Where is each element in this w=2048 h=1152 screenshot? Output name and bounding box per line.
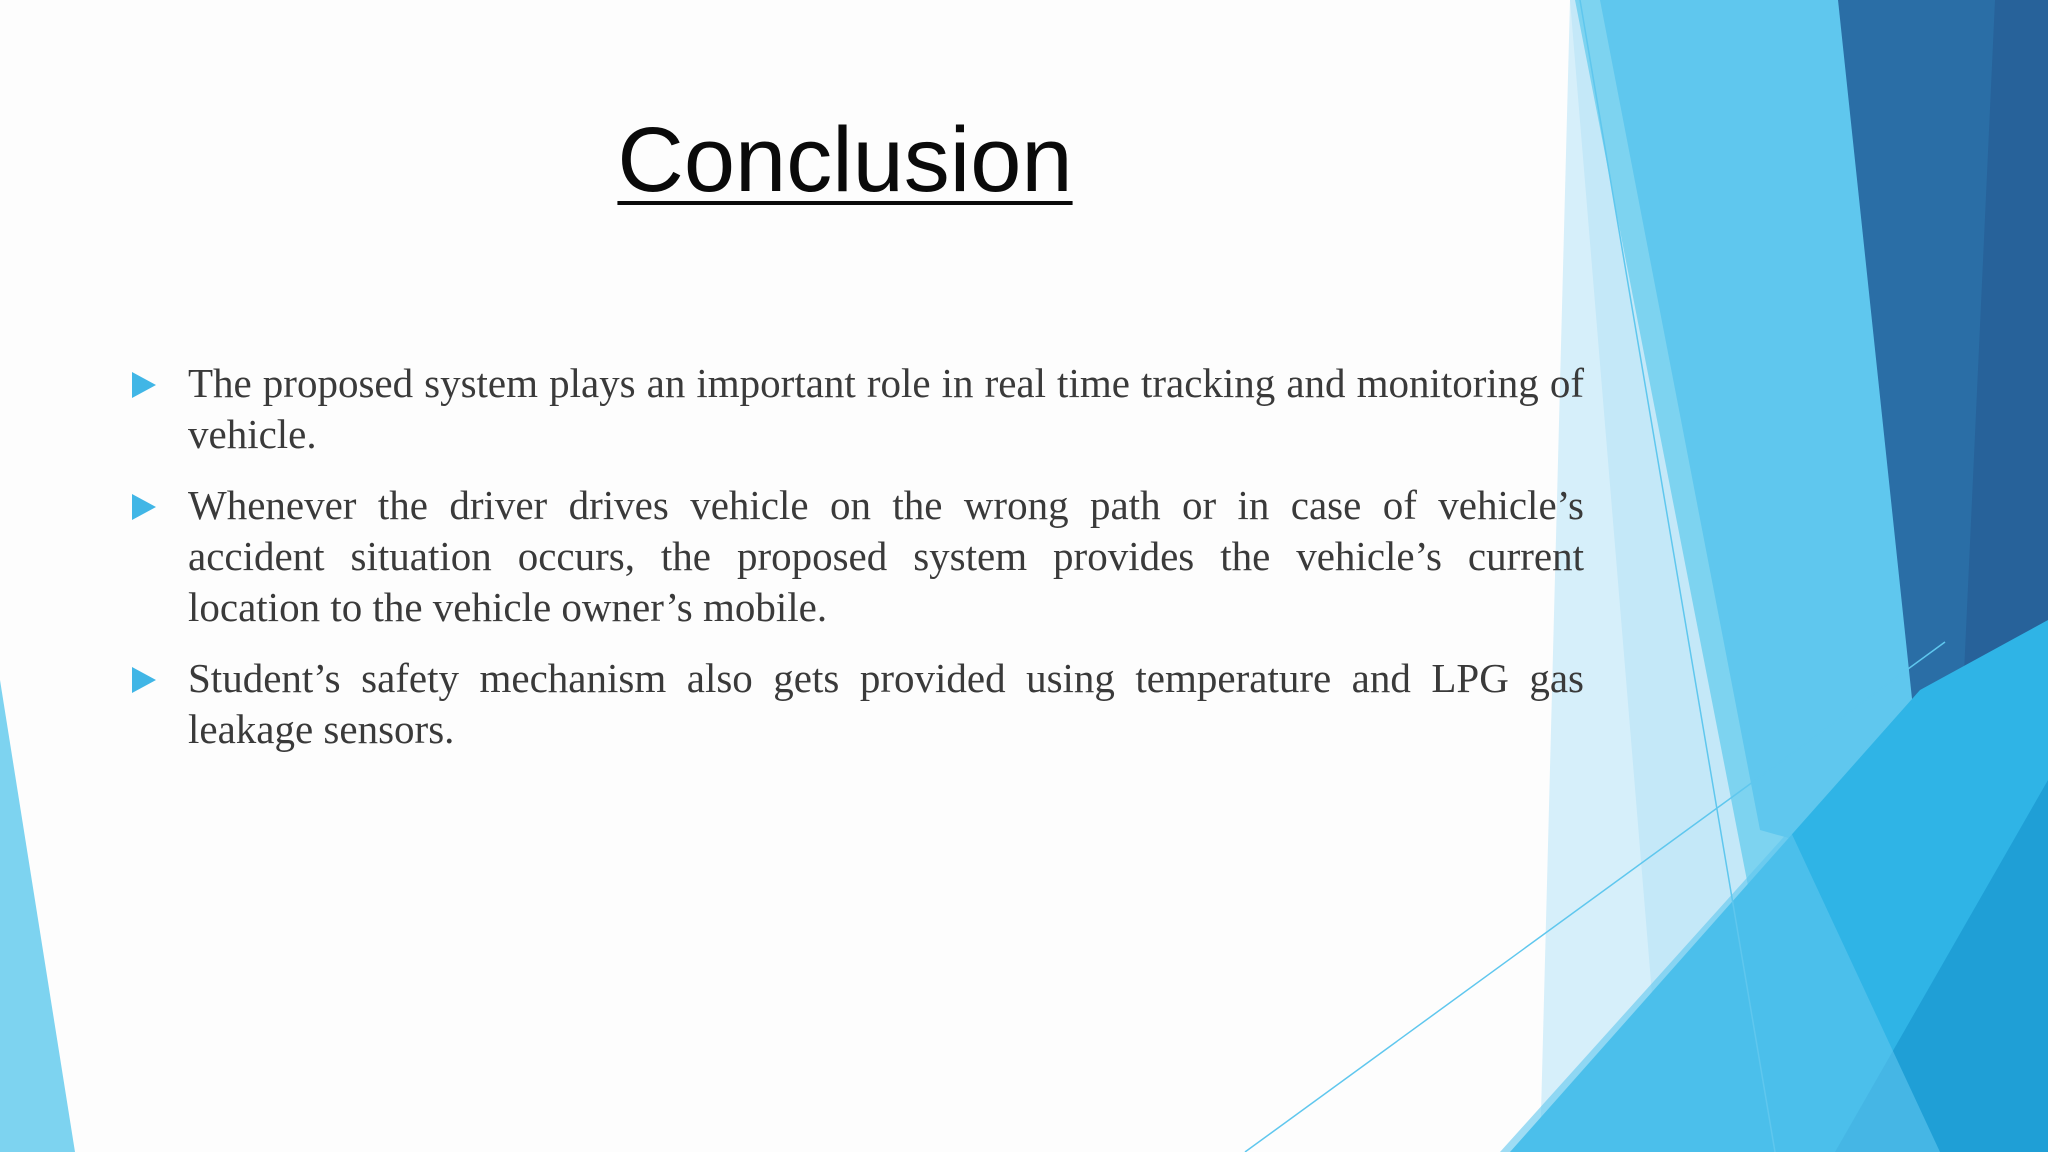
- bullet-item: [128, 480, 1584, 633]
- triangle-bullet-icon: [132, 667, 156, 693]
- bullet-text: Student’s safety mechanism also gets provided using temperature and LPG gas leakage sensors.: [188, 655, 1584, 752]
- slide-title: Conclusion: [617, 109, 1073, 211]
- left-edge-shape: [0, 680, 75, 1152]
- bullet-list: [128, 358, 1584, 775]
- triangle-bullet-icon: [132, 372, 156, 398]
- triangle-bullet-icon: [132, 494, 156, 520]
- bullet-text: The proposed system plays an important role in real time tracking and monitoring of vehicle.: [188, 360, 1584, 457]
- bullet-text: Whenever the driver drives vehicle on the wrong path or in case of vehicle’s accident situation occurs, the proposed system provides the vehicle’s current location to the vehicle owner’s mobile.: [188, 482, 1584, 630]
- bullet-item: [128, 358, 1584, 460]
- bullet-item: [128, 653, 1584, 755]
